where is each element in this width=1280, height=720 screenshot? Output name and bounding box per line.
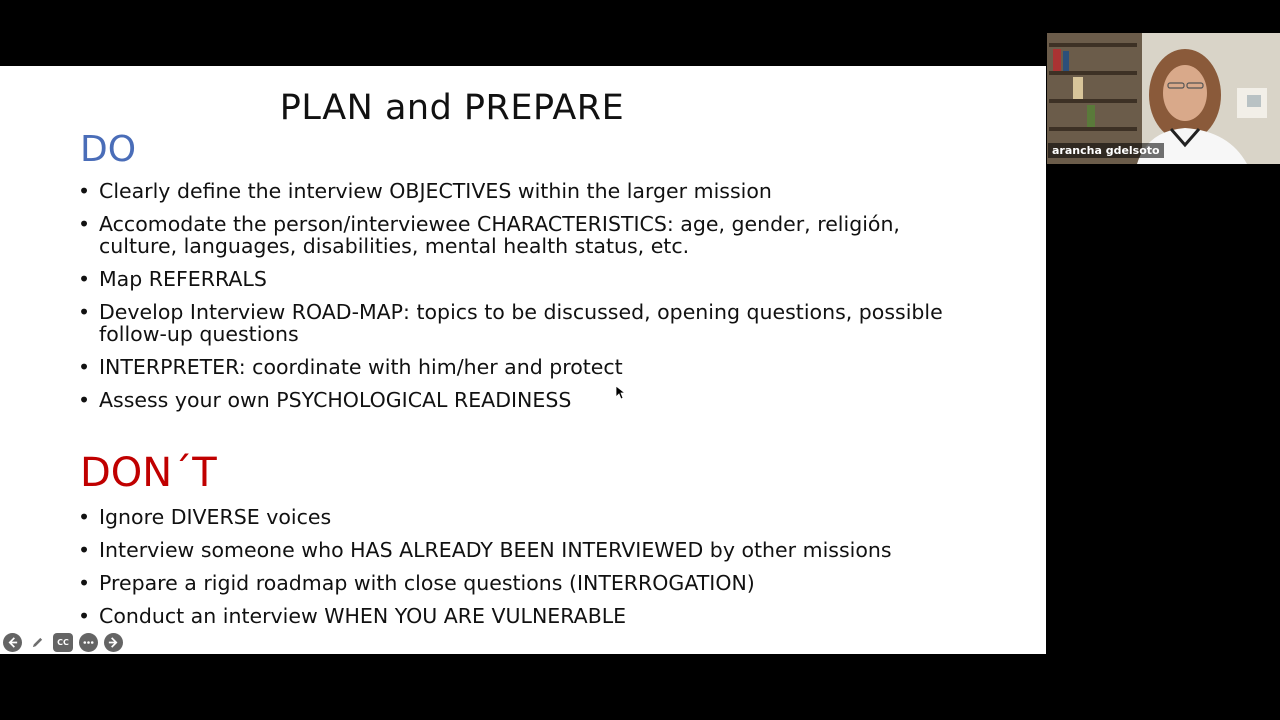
do-item: • Map REFERRALS [78, 268, 958, 290]
mouse-cursor-icon [616, 386, 626, 400]
dont-heading: DON´T [80, 450, 217, 496]
captions-icon[interactable]: CC [53, 633, 73, 652]
more-icon[interactable] [79, 633, 98, 652]
do-item: • Clearly define the interview OBJECTIVES within the larger mission [78, 180, 958, 202]
pen-icon[interactable] [28, 633, 47, 652]
do-item: • Accomodate the person/interviewee CHARACTERISTICS: age, gender, religión, culture, languages, disabilities, mental health status, etc. [78, 213, 958, 257]
do-item: • Assess your own PSYCHOLOGICAL READINESS [78, 389, 958, 411]
do-heading: DO [80, 129, 137, 170]
dont-item: • Conduct an interview WHEN YOU ARE VULNERABLE [78, 605, 958, 627]
presentation-slide [0, 66, 1046, 654]
do-item: • INTERPRETER: coordinate with him/her and protect [78, 356, 958, 378]
dont-list [78, 506, 958, 638]
participant-video[interactable] [1047, 33, 1280, 164]
dont-item: • Prepare a rigid roadmap with close questions (INTERROGATION) [78, 572, 958, 594]
slide-title: PLAN and PREPARE [279, 88, 625, 128]
participant-name-label: arancha gdelsoto [1048, 143, 1164, 158]
do-list [78, 180, 958, 422]
arrow-right-icon[interactable] [104, 633, 123, 652]
do-item: • Develop Interview ROAD-MAP: topics to be discussed, opening questions, possible follow-up questions [78, 301, 958, 345]
dont-item: • Ignore DIVERSE voices [78, 506, 958, 528]
dont-item: • Interview someone who HAS ALREADY BEEN INTERVIEWED by other missions [78, 539, 958, 561]
arrow-left-icon[interactable] [3, 633, 22, 652]
slideshow-toolbar [3, 633, 123, 653]
